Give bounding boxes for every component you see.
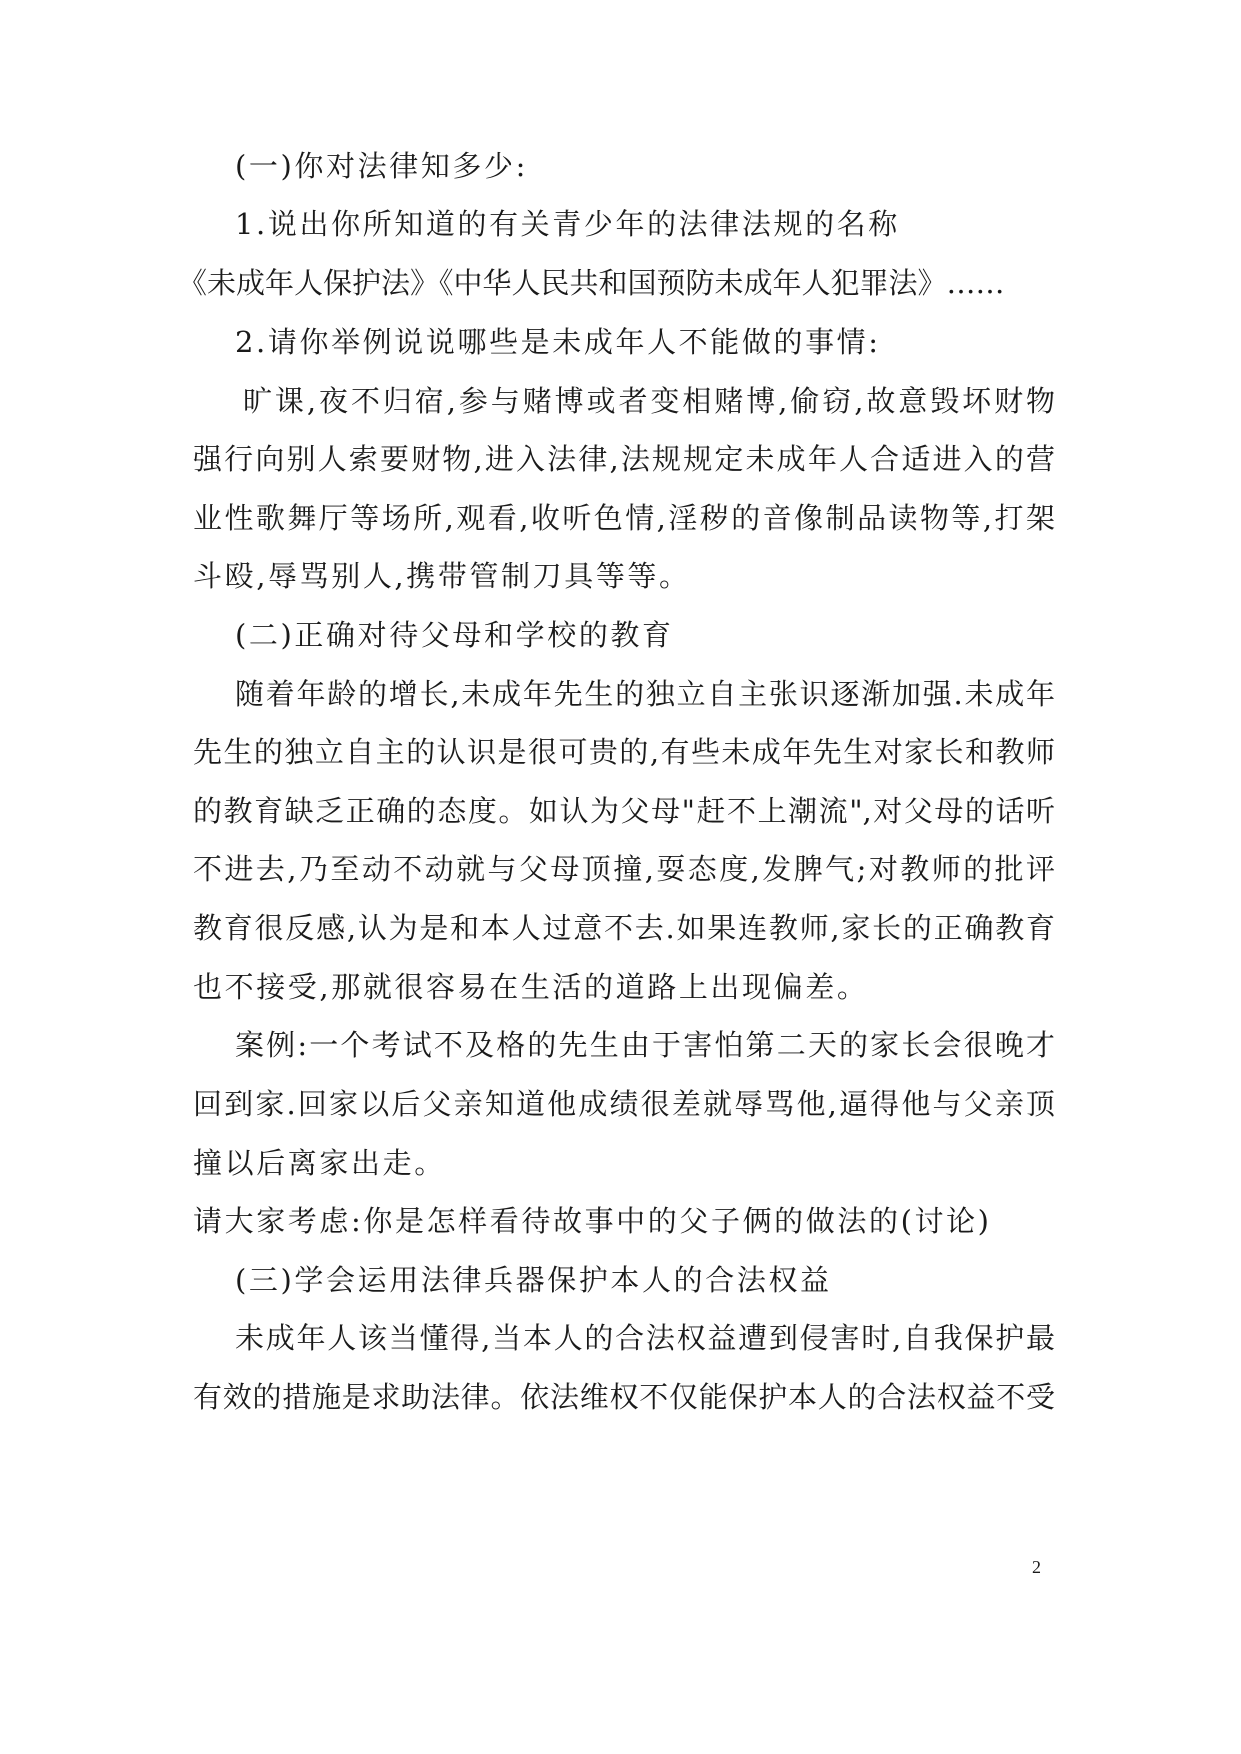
paragraph-line: 斗殴,辱骂别人,携带管制刀具等等。 [193, 559, 691, 593]
question-2: 2.请你举例说说哪些是未成年人不能做的事情: [235, 325, 881, 359]
discussion-prompt: 请大家考虑:你是怎样看待故事中的父子俩的做法的(讨论) [193, 1204, 992, 1238]
paragraph-line: 先生的独立自主的认识是很可贵的,有些未成年先生对家长和教师 [193, 735, 1055, 769]
paragraph-line: 不进去,乃至动不动就与父母顶撞,耍态度,发脾气;对教师的批评 [193, 852, 1055, 886]
paragraph-line: 旷课,夜不归宿,参与赌博或者变相赌博,偷窃,故意毁坏财物 [243, 384, 1055, 418]
paragraph-line: 也不接受,那就很容易在生活的道路上出现偏差。 [193, 970, 869, 1004]
page-number: 2 [1032, 1557, 1041, 1577]
paragraph-line: 有效的措施是求助法律。依法维权不仅能保护本人的合法权益不受 [193, 1380, 1055, 1414]
case-line: 回到家.回家以后父亲知道他成绩很差就辱骂他,逼得他与父亲顶 [193, 1087, 1055, 1121]
paragraph-line: 未成年人该当懂得,当本人的合法权益遭到侵害时,自我保护最 [235, 1321, 1055, 1355]
paragraph-line: 的教育缺乏正确的态度。如认为父母"赶不上潮流",对父母的话听 [193, 794, 1055, 828]
paragraph-line: 强行向别人索要财物,进入法律,法规规定未成年人合适进入的营 [193, 442, 1055, 476]
paragraph-line: 教育很反感,认为是和本人过意不去.如果连教师,家长的正确教育 [193, 911, 1055, 945]
paragraph-line: 随着年龄的增长,未成年先生的独立自主张识逐渐加强.未成年 [235, 677, 1055, 711]
section-heading-1: (一)你对法律知多少: [235, 149, 528, 183]
case-line: 撞以后离家出走。 [193, 1146, 446, 1180]
section-heading-3: (三)学会运用法律兵器保护本人的合法权益 [235, 1263, 832, 1297]
case-line: 案例:一个考试不及格的先生由于害怕第二天的家长会很晚才 [235, 1028, 1055, 1062]
paragraph-line: 业性歌舞厅等场所,观看,收听色情,淫秽的音像制品读物等,打架 [193, 501, 1055, 535]
question-1: 1.说出你所知道的有关青少年的法律法规的名称 [235, 207, 900, 241]
section-heading-2: (二)正确对待父母和学校的教育 [235, 618, 674, 652]
answer-1: 《未成年人保护法》《中华人民共和国预防未成年人犯罪法》…… [178, 266, 1005, 300]
